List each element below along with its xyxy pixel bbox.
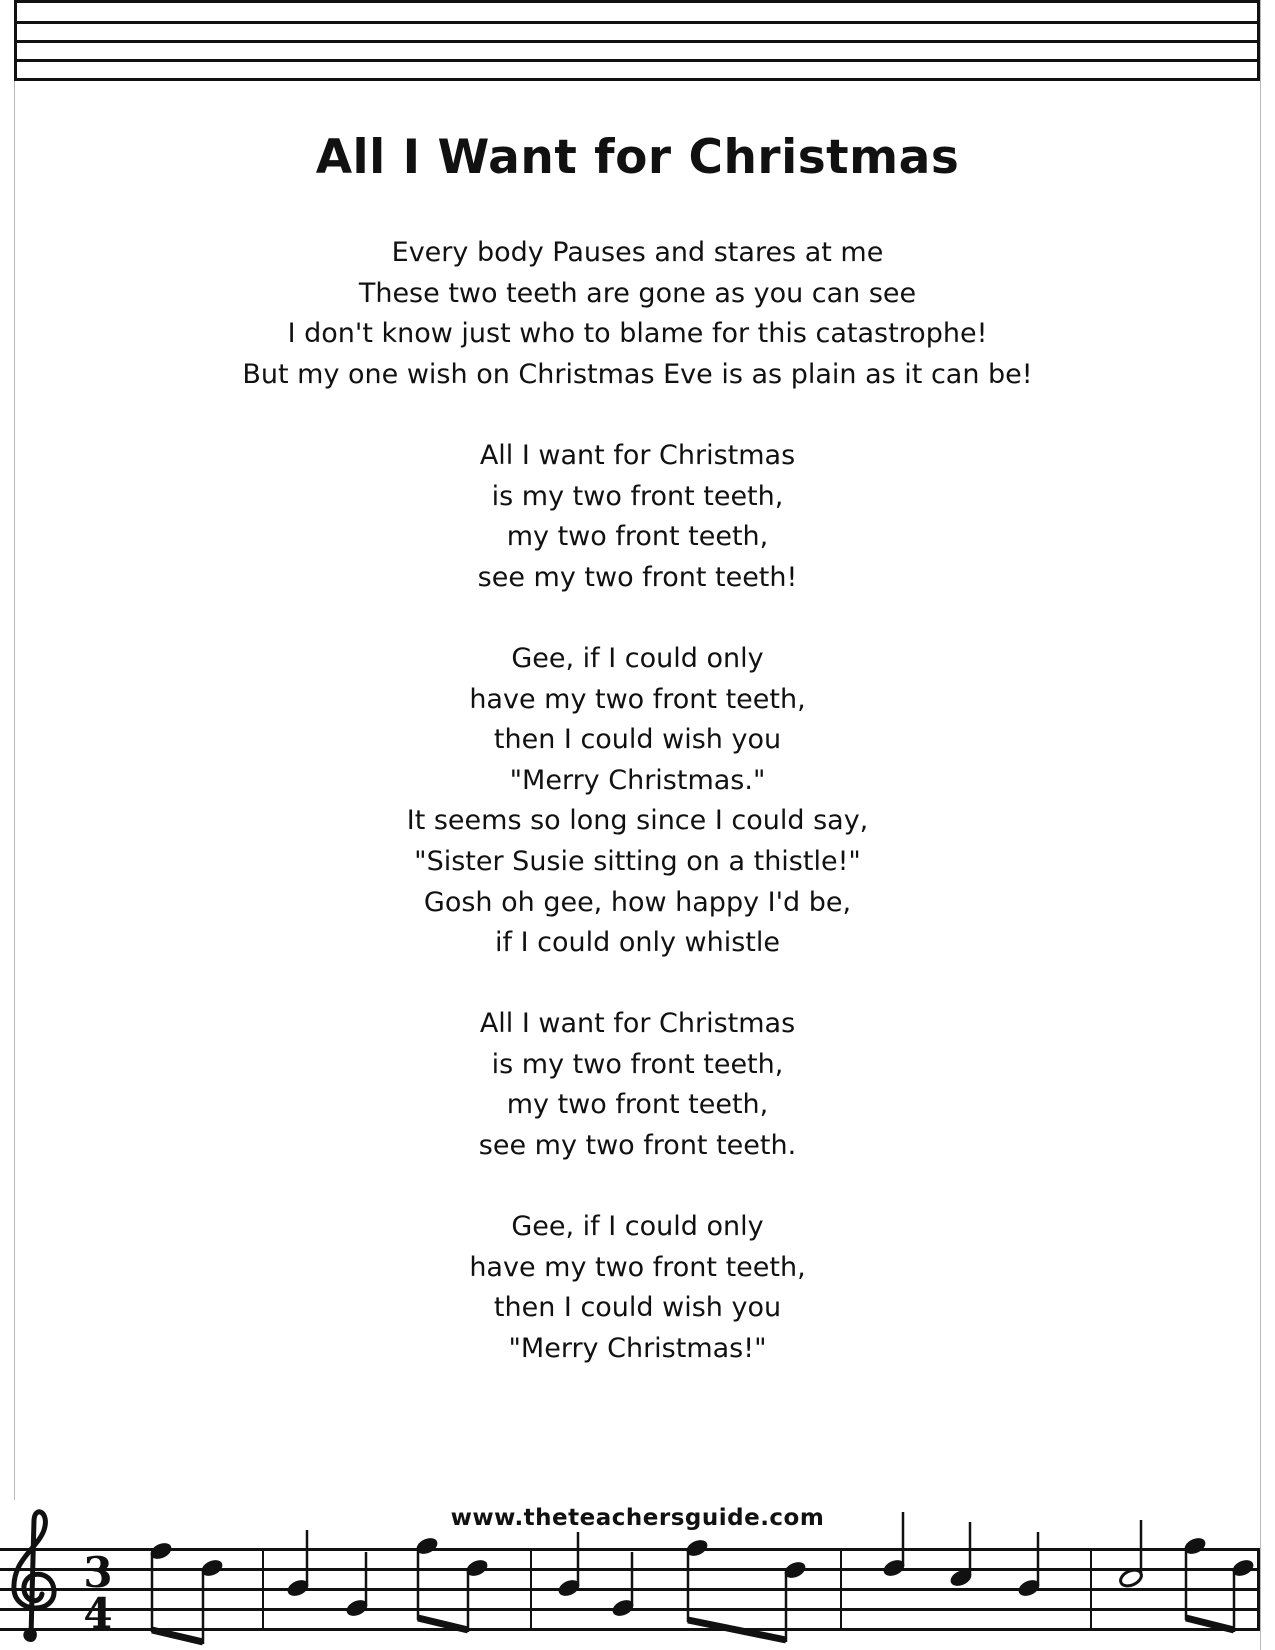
- lyric-line: Every body Pauses and stares at me: [391, 237, 884, 268]
- time-signature-top: 3: [83, 1548, 113, 1597]
- lyric-line: "Merry Christmas!": [508, 1333, 767, 1365]
- lyric-line: then I could wish you: [493, 1292, 782, 1324]
- lyric-line: my two front teeth,: [506, 1089, 769, 1121]
- lyric-line: Gee, if I could only: [511, 642, 764, 674]
- lyric-line: if I could only whistle: [495, 927, 780, 959]
- treble-clef-icon: [14, 1512, 54, 1642]
- staff-lines: [0, 1548, 1260, 1631]
- lyric-line: These two teeth are gone as you can see: [358, 277, 917, 309]
- lyric-line: then I could wish you: [493, 724, 782, 756]
- lyrics: [0, 233, 1275, 1410]
- stanza-4: [0, 1004, 1275, 1166]
- top-music-staff-icon: [0, 0, 1275, 90]
- stanza-1: [0, 233, 1275, 395]
- lyric-line: see my two front teeth!: [477, 561, 798, 593]
- lyric-line: It seems so long since I could say,: [406, 805, 869, 837]
- lyric-line: is my two front teeth,: [491, 480, 784, 512]
- lyric-line: Gosh oh gee, how happy I'd be,: [423, 886, 852, 918]
- stanza-5: [0, 1207, 1275, 1369]
- song-title: All I Want for Christmas: [315, 130, 960, 185]
- lyric-line: have my two front teeth,: [469, 683, 806, 715]
- lyric-line: is my two front teeth,: [491, 1048, 784, 1080]
- lyric-line: see my two front teeth.: [478, 1130, 797, 1162]
- stanza-2: [0, 436, 1275, 598]
- lyric-line: But my one wish on Christmas Eve is as plain as it can be!: [242, 358, 1033, 390]
- lyric-line: I don't know just who to blame for this catastrophe!: [287, 318, 988, 350]
- lyric-line: my two front teeth,: [506, 521, 769, 553]
- time-signature: [83, 1548, 112, 1638]
- lyric-line: "Merry Christmas.": [509, 764, 766, 796]
- time-signature-bottom: 4: [83, 1589, 113, 1638]
- lyric-line: have my two front teeth,: [469, 1251, 806, 1283]
- music-notes: [148, 1512, 1256, 1644]
- website-url: www.theteachersguide.com: [450, 1505, 825, 1531]
- lyric-line: Gee, if I could only: [511, 1211, 764, 1243]
- lyric-line: All I want for Christmas: [479, 439, 796, 471]
- lyric-line: All I want for Christmas: [479, 1008, 796, 1040]
- stanza-3: [0, 639, 1275, 964]
- lyric-line: "Sister Susie sitting on a thistle!": [414, 845, 861, 877]
